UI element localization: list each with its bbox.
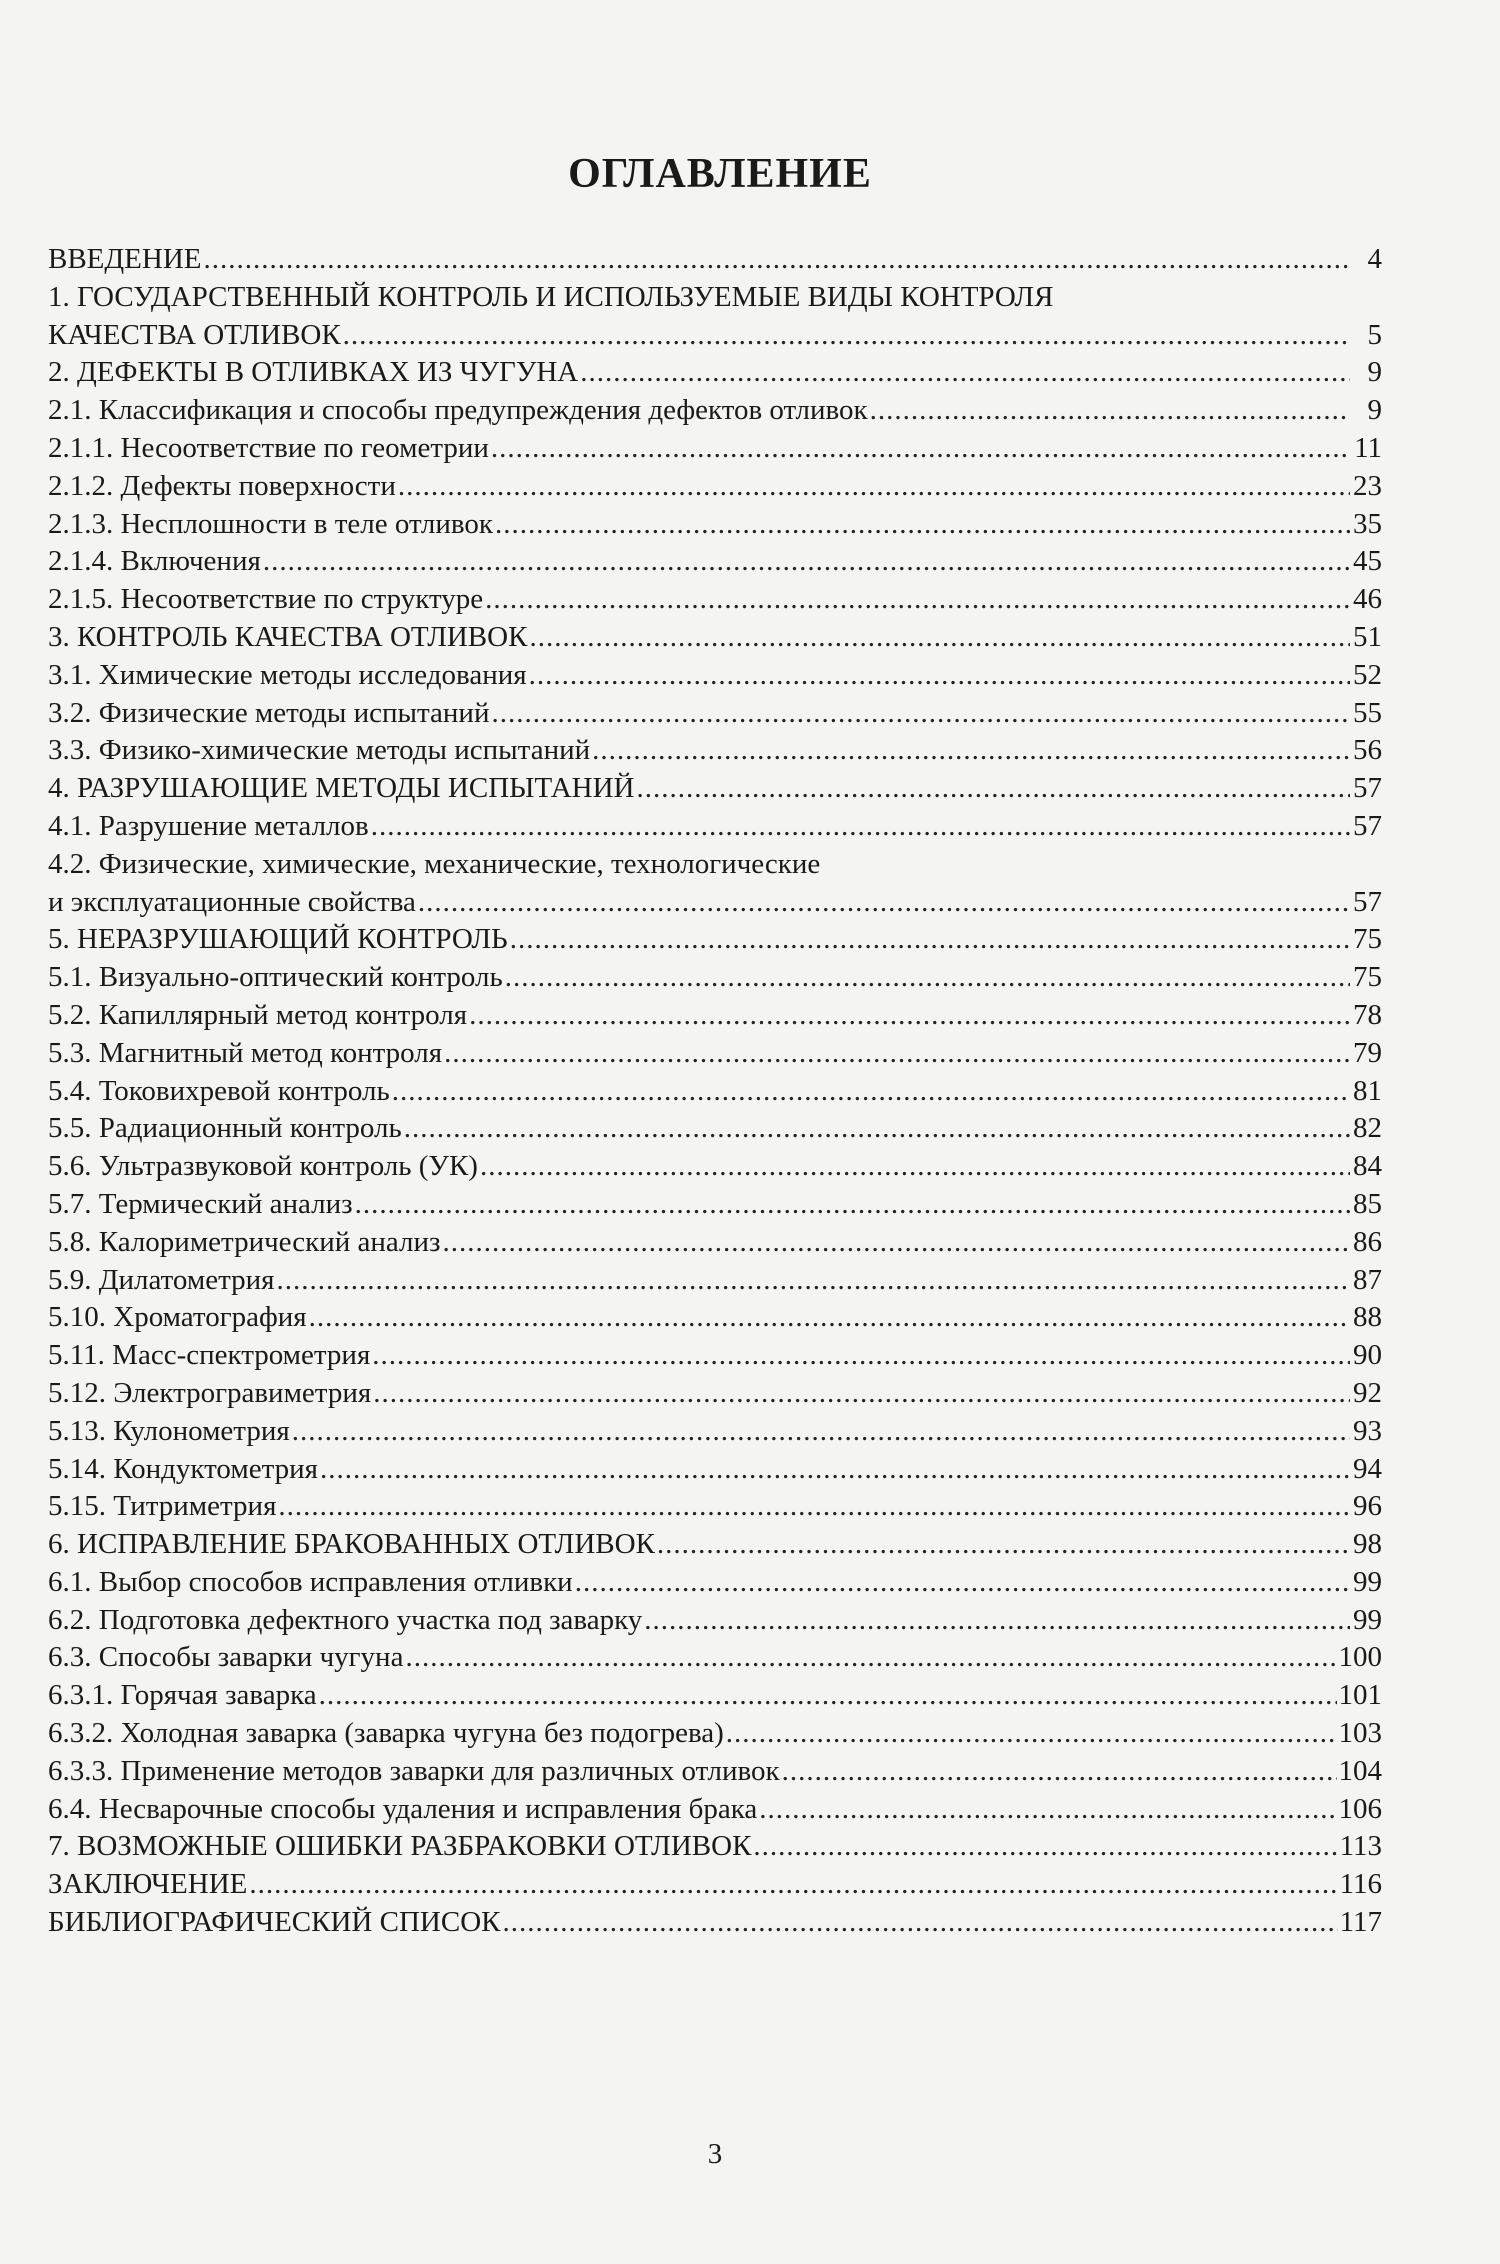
toc-entry-page: 99 — [1353, 1565, 1382, 1598]
toc-leader-dots — [782, 1755, 1337, 1788]
toc-leader-dots — [491, 432, 1350, 465]
toc-entry-title: 3.1. Химические методы исследования — [48, 658, 527, 691]
toc-entry — [48, 1075, 1382, 1113]
toc-entry-title: 6.3.3. Применение методов заварки для различных отливок — [48, 1754, 780, 1787]
toc-entry-page: 57 — [1353, 809, 1382, 842]
toc-leader-dots — [277, 1264, 1351, 1297]
toc-entry-page: 56 — [1353, 734, 1382, 767]
toc-entry — [48, 697, 1382, 735]
toc-entry — [48, 1793, 1382, 1831]
toc-leader-dots — [278, 1490, 1350, 1523]
toc-leader-dots — [404, 1112, 1350, 1145]
toc-leader-dots — [343, 319, 1350, 352]
toc-entry-title: 3.2. Физические методы испытаний — [48, 696, 490, 729]
toc-entry-page: 4 — [1367, 243, 1382, 275]
toc-entry-page: 9 — [1367, 356, 1382, 389]
toc-entry — [48, 1453, 1382, 1491]
toc-entry-title: 4.2. Физические, химические, механические, технологические — [48, 847, 821, 880]
toc-entry-title: 5.11. Масс-спектрометрия — [48, 1339, 371, 1372]
toc-entry-title: 2.1.1. Несоответствие по геометрии — [48, 431, 489, 464]
toc-leader-dots — [319, 1679, 1337, 1712]
toc-leader-dots — [502, 1906, 1337, 1939]
toc-entry — [48, 470, 1382, 508]
toc-leader-dots — [510, 923, 1350, 956]
toc-leader-dots — [580, 356, 1350, 389]
toc-entry — [48, 1755, 1382, 1793]
toc-entry-title: 5.12. Электрогравиметрия — [48, 1376, 372, 1409]
toc-entry-title: 5.8. Калориметрический анализ — [48, 1225, 441, 1258]
toc-entry-title: 5.4. Токовихревой контроль — [48, 1074, 390, 1107]
toc-entry-title: 5.15. Титриметрия — [48, 1490, 277, 1523]
toc-entry-title: 5.14. Кондуктометрия — [48, 1452, 318, 1485]
toc-entry-page: 45 — [1353, 545, 1382, 578]
toc-entry-page: 75 — [1353, 961, 1382, 994]
toc-entry-title: 4.1. Разрушение металлов — [48, 809, 369, 842]
table-of-contents — [48, 243, 1382, 1944]
toc-leader-dots — [249, 1868, 1337, 1901]
toc-entry-title: 2.1. Классификация и способы предупреждения дефектов отливок — [48, 394, 868, 427]
toc-entry-title: 6.3.1. Горячая заварка — [48, 1679, 317, 1712]
toc-leader-dots — [870, 394, 1350, 427]
toc-leader-dots — [485, 583, 1350, 616]
toc-entry — [48, 923, 1382, 961]
toc-entry — [48, 810, 1382, 848]
toc-entry-title: 4. РАЗРУШАЮЩИЕ МЕТОДЫ ИСПЫТАНИЙ — [48, 772, 635, 805]
toc-leader-dots — [491, 697, 1350, 730]
toc-leader-dots — [644, 1604, 1350, 1637]
toc-entry — [48, 1226, 1382, 1264]
toc-entry-page: 117 — [1339, 1906, 1382, 1939]
toc-entry — [48, 508, 1382, 546]
toc-entry-page: 84 — [1353, 1150, 1382, 1183]
toc-entry — [48, 1490, 1382, 1528]
page-number: 3 — [707, 2138, 723, 2170]
toc-entry-page: 51 — [1353, 620, 1382, 653]
toc-leader-dots — [263, 545, 1350, 578]
toc-leader-dots — [371, 810, 1350, 843]
toc-entry-page: 106 — [1338, 1792, 1382, 1825]
toc-entry-title: 5.9. Дилатометрия — [48, 1263, 275, 1296]
toc-entry — [48, 1377, 1382, 1415]
toc-entry-title: 6.1. Выбор способов исправления отливки — [48, 1565, 573, 1598]
toc-leader-dots — [726, 1717, 1337, 1750]
toc-entry — [48, 848, 1382, 886]
toc-entry-page: 79 — [1353, 1036, 1382, 1069]
toc-entry-page: 46 — [1353, 583, 1382, 616]
toc-entry-title: 6.4. Несварочные способы удаления и исправления брака — [48, 1792, 758, 1825]
toc-entry — [48, 243, 1382, 281]
toc-entry-title: 5.3. Магнитный метод контроля — [48, 1036, 443, 1069]
toc-entry — [48, 1528, 1382, 1566]
toc-entry — [48, 1868, 1382, 1906]
toc-entry-title: 2.1.5. Несоответствие по структуре — [48, 583, 484, 616]
toc-leader-dots — [480, 1150, 1350, 1183]
toc-entry — [48, 1604, 1382, 1642]
toc-entry-title: 2.1.4. Включения — [48, 545, 261, 578]
toc-entry-title: 2. ДЕФЕКТЫ В ОТЛИВКАХ ИЗ ЧУГУНА — [48, 356, 579, 389]
toc-leader-dots — [373, 1377, 1350, 1410]
toc-entry-title: 5.1. Визуально-оптический контроль — [48, 961, 503, 994]
toc-leader-dots — [505, 961, 1350, 994]
toc-leader-dots — [392, 1075, 1350, 1108]
toc-entry-page: 57 — [1353, 885, 1382, 918]
toc-entry — [48, 432, 1382, 470]
toc-entry-title: ВВЕДЕНИЕ — [48, 243, 202, 275]
toc-leader-dots — [637, 772, 1351, 805]
toc-entry-page: 5 — [1367, 318, 1382, 351]
toc-entry — [48, 1415, 1382, 1453]
toc-entry — [48, 961, 1382, 999]
toc-entry — [48, 1906, 1382, 1944]
toc-entry — [48, 394, 1382, 432]
toc-entry-page: 81 — [1353, 1074, 1382, 1107]
toc-entry-page: 82 — [1353, 1112, 1382, 1145]
toc-entry-page: 85 — [1353, 1187, 1382, 1220]
toc-leader-dots — [444, 1037, 1350, 1070]
toc-entry-title: 6. ИСПРАВЛЕНИЕ БРАКОВАННЫХ ОТЛИВОК — [48, 1528, 655, 1561]
toc-entry — [48, 886, 1382, 924]
toc-leader-dots — [657, 1528, 1350, 1561]
toc-entry-title: 3. КОНТРОЛЬ КАЧЕСТВА ОТЛИВОК — [48, 620, 528, 653]
toc-leader-dots — [575, 1566, 1350, 1599]
toc-entry — [48, 621, 1382, 659]
toc-entry — [48, 356, 1382, 394]
toc-entry — [48, 734, 1382, 772]
toc-entry-title: и эксплуатационные свойства — [48, 885, 416, 918]
toc-entry-title: 6.3.2. Холодная заварка (заварка чугуна без подогрева) — [48, 1717, 724, 1750]
toc-entry — [48, 772, 1382, 810]
toc-leader-dots — [309, 1301, 1350, 1334]
toc-entry — [48, 545, 1382, 583]
toc-leader-dots — [469, 999, 1350, 1032]
toc-leader-dots — [398, 470, 1350, 503]
toc-entry-title: 2.1.3. Несплошности в теле отливок — [48, 507, 494, 540]
toc-entry-title: 5.2. Капиллярный метод контроля — [48, 998, 468, 1031]
toc-leader-dots — [443, 1226, 1351, 1259]
toc-entry-page: 101 — [1338, 1679, 1382, 1712]
toc-leader-dots — [759, 1793, 1336, 1826]
toc-entry — [48, 1264, 1382, 1302]
toc-entry-page: 90 — [1353, 1339, 1382, 1372]
toc-entry — [48, 659, 1382, 697]
toc-entry-title: КАЧЕСТВА ОТЛИВОК — [48, 318, 341, 351]
toc-entry-title: 5.6. Ультразвуковой контроль (УК) — [48, 1150, 478, 1183]
toc-entry — [48, 1641, 1382, 1679]
toc-entry-page: 88 — [1353, 1301, 1382, 1334]
toc-leader-dots — [495, 508, 1350, 541]
toc-leader-dots — [418, 886, 1350, 919]
toc-entry — [48, 1679, 1382, 1717]
toc-entry-title: 5.10. Хроматография — [48, 1301, 307, 1334]
toc-entry-title: 3.3. Физико-химические методы испытаний — [48, 734, 591, 767]
toc-entry-title: ЗАКЛЮЧЕНИЕ — [48, 1868, 248, 1901]
toc-entry-title: 5.7. Термический анализ — [48, 1187, 353, 1220]
toc-leader-dots — [753, 1830, 1337, 1863]
toc-entry-page: 87 — [1353, 1263, 1382, 1296]
toc-entry — [48, 1150, 1382, 1188]
toc-entry-page: 103 — [1338, 1717, 1382, 1750]
toc-entry — [48, 999, 1382, 1037]
toc-leader-dots — [292, 1415, 1350, 1448]
toc-leader-dots — [405, 1641, 1336, 1674]
toc-entry-page: 35 — [1353, 507, 1382, 540]
toc-entry-title: 5. НЕРАЗРУШАЮЩИЙ КОНТРОЛЬ — [48, 923, 508, 956]
toc-leader-dots — [529, 659, 1350, 692]
toc-entry-page: 100 — [1338, 1641, 1382, 1674]
toc-entry — [48, 1830, 1382, 1868]
toc-entry-title: 5.5. Радиационный контроль — [48, 1112, 402, 1145]
toc-leader-dots — [204, 243, 1351, 276]
toc-entry-page: 78 — [1353, 998, 1382, 1031]
toc-leader-dots — [355, 1188, 1350, 1221]
toc-leader-dots — [529, 621, 1350, 654]
toc-entry-page: 52 — [1353, 658, 1382, 691]
toc-entry-title: 5.13. Кулонометрия — [48, 1414, 290, 1447]
toc-entry-page: 113 — [1339, 1830, 1382, 1863]
toc-entry-page: 75 — [1353, 923, 1382, 956]
toc-entry-page: 98 — [1353, 1528, 1382, 1561]
toc-entry-page: 11 — [1354, 431, 1382, 464]
toc-entry-page: 93 — [1353, 1414, 1382, 1447]
toc-entry — [48, 1717, 1382, 1755]
toc-entry-title: 1. ГОСУДАРСТВЕННЫЙ КОНТРОЛЬ И ИСПОЛЬЗУЕМЫЕ ВИДЫ КОНТРОЛЯ — [48, 280, 1054, 313]
toc-entry-page: 9 — [1367, 394, 1382, 427]
toc-entry-page: 92 — [1353, 1376, 1382, 1409]
toc-entry — [48, 1112, 1382, 1150]
toc-entry — [48, 281, 1382, 319]
toc-entry — [48, 1301, 1382, 1339]
toc-entry-page: 94 — [1353, 1452, 1382, 1485]
toc-entry — [48, 319, 1382, 357]
toc-leader-dots — [320, 1453, 1350, 1486]
toc-entry — [48, 1566, 1382, 1604]
toc-entry — [48, 583, 1382, 621]
toc-entry — [48, 1188, 1382, 1226]
toc-entry-title: 7. ВОЗМОЖНЫЕ ОШИБКИ РАЗБРАКОВКИ ОТЛИВОК — [48, 1830, 752, 1863]
toc-entry-title: БИБЛИОГРАФИЧЕСКИЙ СПИСОК — [48, 1906, 501, 1939]
toc-entry-title: 6.2. Подготовка дефектного участка под заварку — [48, 1603, 643, 1636]
toc-entry-page: 23 — [1353, 469, 1382, 502]
toc-entry-title: 6.3. Способы заварки чугуна — [48, 1641, 404, 1674]
toc-entry-page: 55 — [1353, 696, 1382, 729]
toc-leader-dots — [592, 734, 1350, 767]
toc-entry — [48, 1037, 1382, 1075]
toc-leader-dots — [372, 1339, 1350, 1372]
toc-entry-page: 57 — [1353, 772, 1382, 805]
toc-entry-title: 2.1.2. Дефекты поверхности — [48, 469, 396, 502]
toc-entry-page: 104 — [1338, 1754, 1382, 1787]
toc-entry-page: 86 — [1353, 1225, 1382, 1258]
toc-entry-page: 96 — [1353, 1490, 1382, 1523]
toc-entry — [48, 1339, 1382, 1377]
toc-entry-page: 99 — [1353, 1603, 1382, 1636]
page-title: ОГЛАВЛЕНИЕ — [568, 151, 872, 197]
toc-entry-page: 116 — [1339, 1868, 1382, 1901]
